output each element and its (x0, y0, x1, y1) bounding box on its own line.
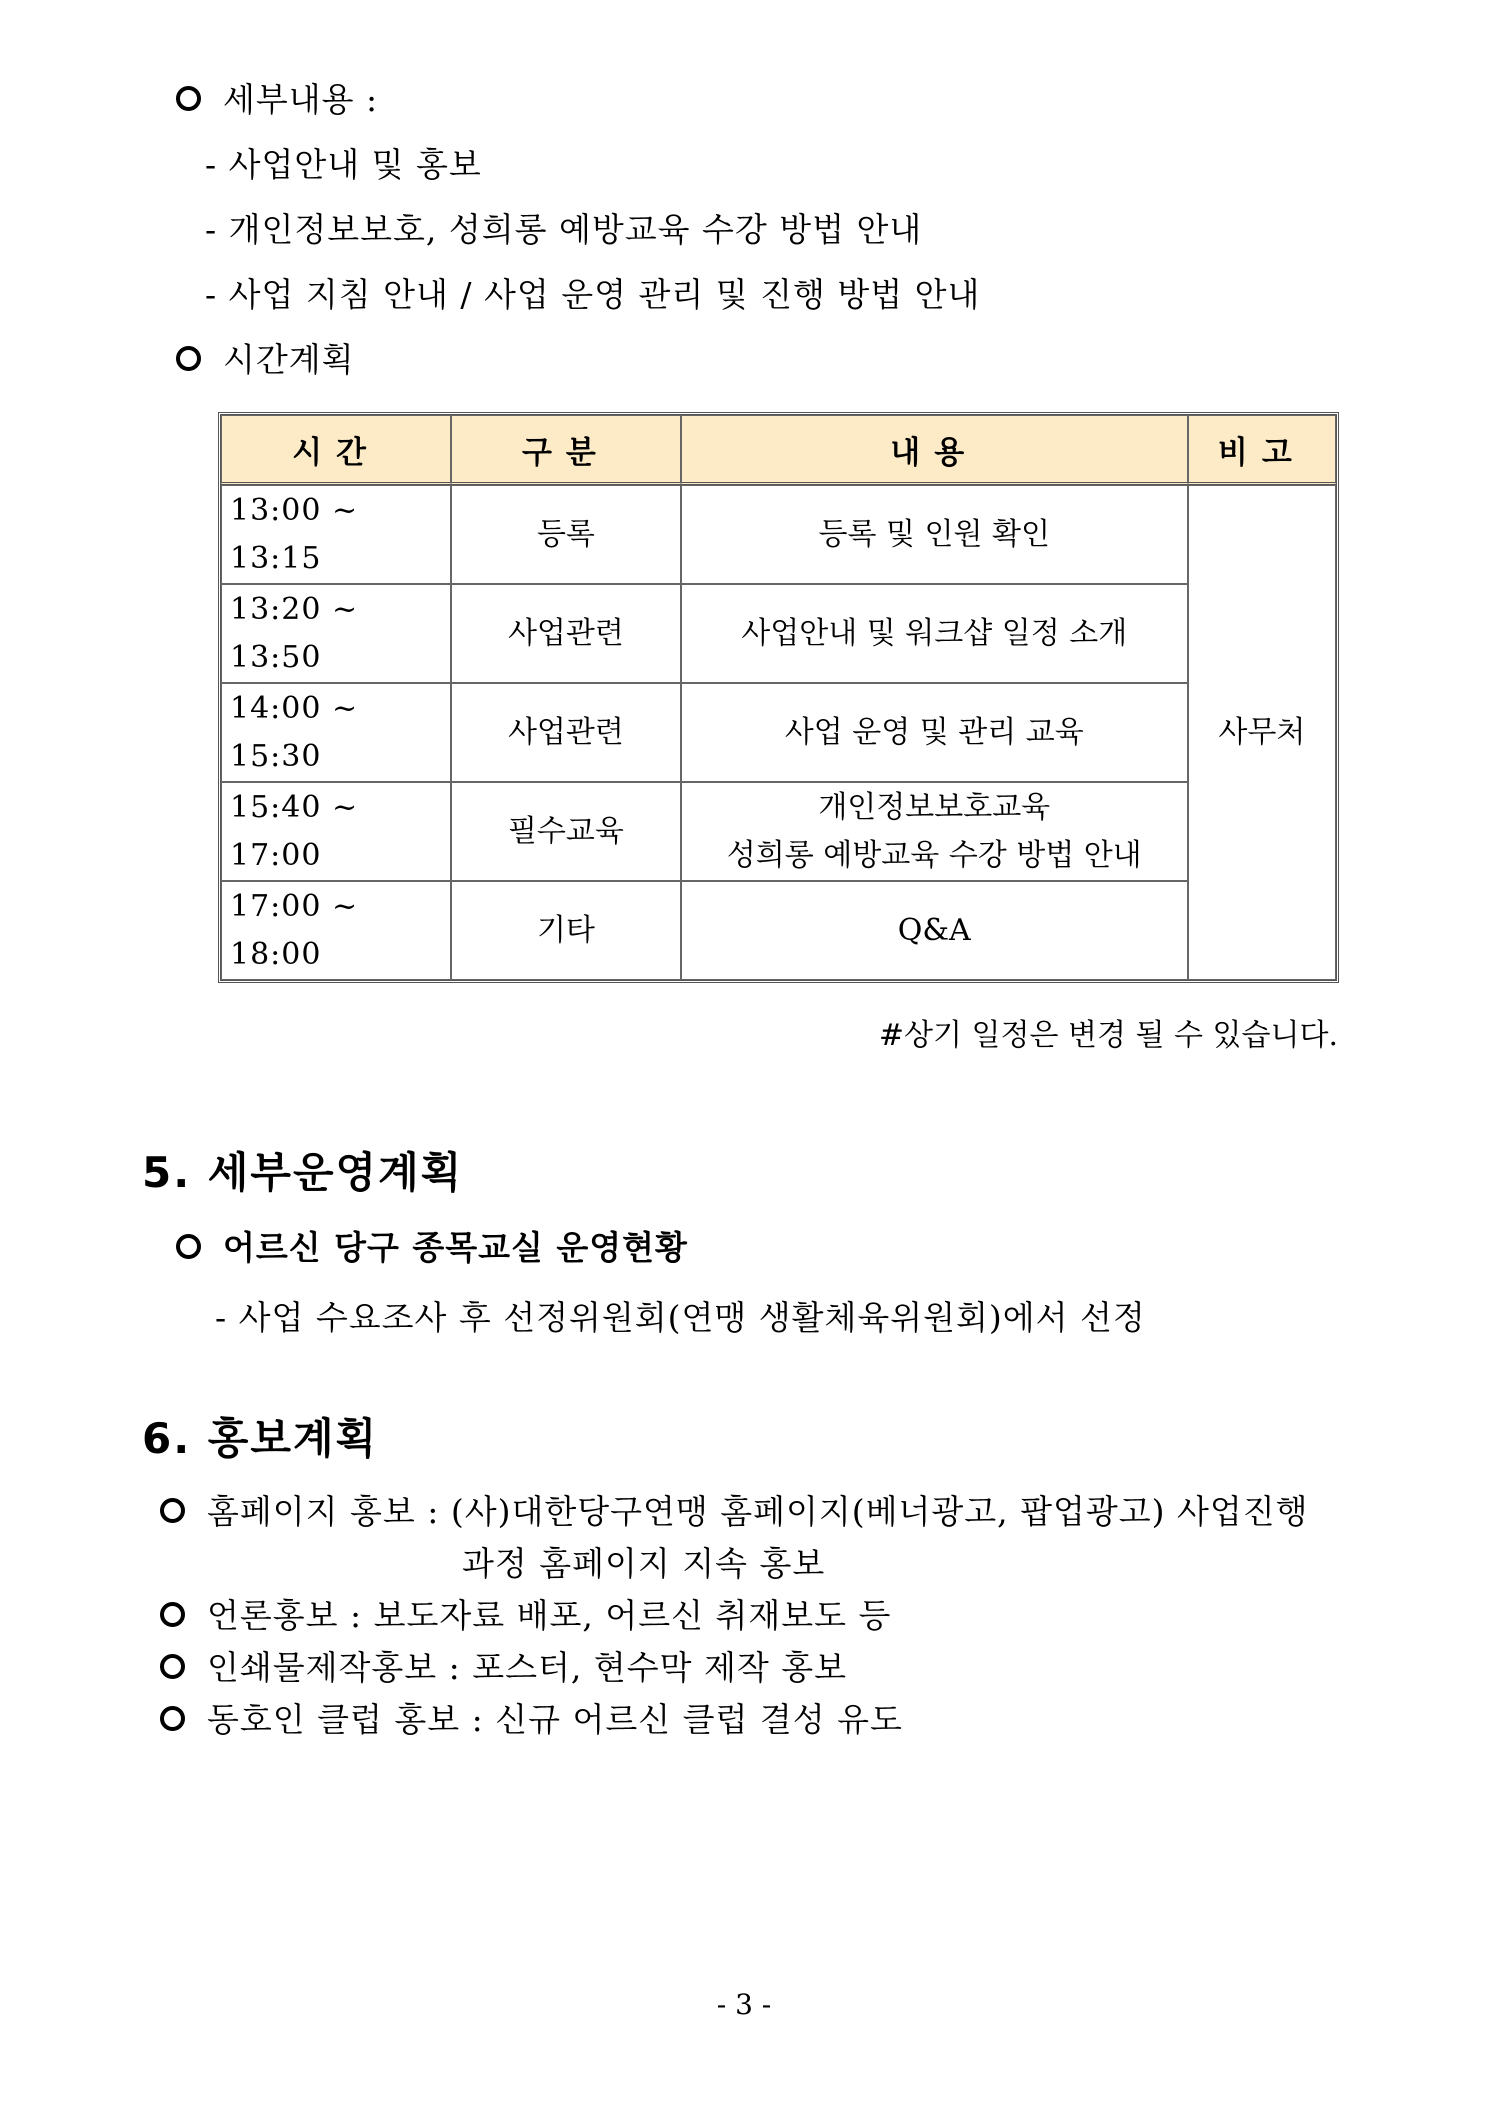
schedule-title (176, 340, 355, 380)
section6-item-1 (160, 1492, 1309, 1532)
row-content (681, 782, 1188, 881)
row-content: Q&A (681, 881, 1188, 980)
section6-item-4-text: 동호인 클럽 홍보 : 신규 어르신 클럽 결성 유도 (207, 1700, 903, 1739)
row-category: 등록 (451, 485, 681, 584)
section6-item-3 (160, 1648, 847, 1688)
circle-bullet-icon (176, 1234, 201, 1259)
section6-item-4 (160, 1700, 903, 1740)
table-row (221, 782, 1336, 881)
details-title-text: 세부내용 : (223, 80, 379, 119)
row-category: 사업관련 (451, 683, 681, 782)
section6-item-1-continuation: 과정 홈페이지 지속 홍보 (462, 1544, 826, 1583)
row-time: 15:40 ~ 17:00 (221, 782, 451, 881)
row-category: 필수교육 (451, 782, 681, 881)
header-remark: 비고 (1188, 415, 1336, 485)
section6-item-3-text: 인쇄물제작홍보 : 포스터, 현수막 제작 홍보 (207, 1648, 847, 1687)
row-time: 17:00 ~ 18:00 (221, 881, 451, 980)
section5-item: - 사업 수요조사 후 선정위원회(연맹 생활체육위원회)에서 선정 (215, 1298, 1146, 1337)
details-item-1: - 사업안내 및 홍보 (205, 145, 482, 184)
page-number: - 3 - (716, 1988, 772, 2021)
circle-bullet-icon (176, 86, 201, 111)
row-category: 사업관련 (451, 584, 681, 683)
table-row (221, 683, 1336, 782)
details-title (176, 80, 378, 120)
circle-bullet-icon (160, 1654, 185, 1679)
circle-bullet-icon (160, 1498, 185, 1523)
section6-item-2 (160, 1596, 891, 1636)
section6-heading: 6. 홍보계획 (142, 1414, 379, 1463)
row-time: 14:00 ~ 15:30 (221, 683, 451, 782)
circle-bullet-icon (160, 1706, 185, 1731)
header-content: 내용 (681, 415, 1188, 485)
section5-subheading (176, 1228, 688, 1268)
row-content: 사업안내 및 워크샵 일정 소개 (681, 584, 1188, 683)
schedule-header-row (221, 415, 1336, 485)
schedule-table (218, 412, 1339, 983)
circle-bullet-icon (176, 346, 201, 371)
row-content: 등록 및 인원 확인 (681, 485, 1188, 584)
section6-item-1-text: 홈페이지 홍보 : (사)대한당구연맹 홈페이지(베너광고, 팝업광고) 사업진행 (207, 1492, 1309, 1531)
section5-heading: 5. 세부운영계획 (142, 1148, 464, 1197)
row-content-line-1: 개인정보보호교육 (818, 789, 1051, 825)
section5-subheading-text: 어르신 당구 종목교실 운영현황 (223, 1228, 688, 1267)
table-row (221, 584, 1336, 683)
table-row (221, 485, 1336, 584)
details-item-3: - 사업 지침 안내 / 사업 운영 관리 및 진행 방법 안내 (205, 275, 981, 314)
header-time: 시간 (221, 415, 451, 485)
row-time: 13:00 ~ 13:15 (221, 485, 451, 584)
table-row (221, 881, 1336, 980)
row-time: 13:20 ~ 13:50 (221, 584, 451, 683)
schedule-note: #상기 일정은 변경 될 수 있습니다. (878, 1018, 1338, 1053)
row-category: 기타 (451, 881, 681, 980)
section6-item-2-text: 언론홍보 : 보도자료 배포, 어르신 취재보도 등 (207, 1596, 892, 1635)
details-item-2: - 개인정보보호, 성희롱 예방교육 수강 방법 안내 (205, 210, 923, 249)
schedule-title-text: 시간계획 (223, 340, 355, 379)
circle-bullet-icon (160, 1602, 185, 1627)
header-category: 구분 (451, 415, 681, 485)
row-content: 사업 운영 및 관리 교육 (681, 683, 1188, 782)
row-remark: 사무처 (1188, 485, 1336, 980)
row-content-line-2: 성희롱 예방교육 수강 방법 안내 (726, 837, 1142, 873)
